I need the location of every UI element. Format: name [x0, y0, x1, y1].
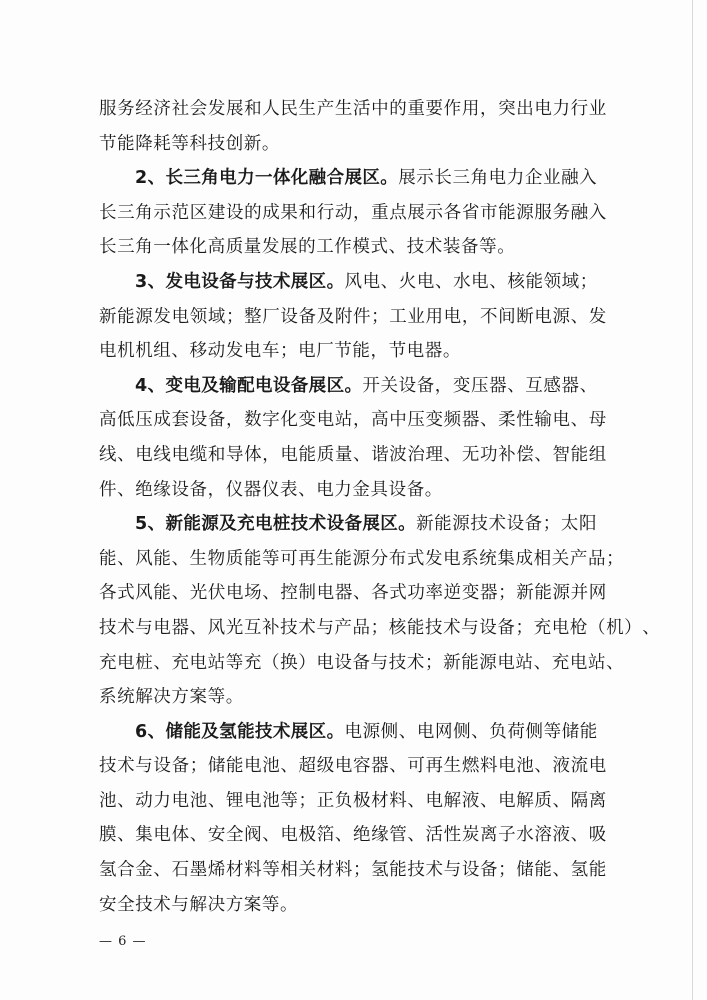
section-3-first-line: [99, 265, 607, 300]
section-5-line-2: 能 、 风 能 、 生 物 质 能 等 可 再 生 能 源 分 布 式 发 电 系 统 集 成 相 关 产 品 ；: [99, 548, 625, 569]
section-5-first-line-text: 新能源技术设备；太阳: [416, 514, 598, 535]
section-4-heading: 4、变电及输配电设备展区。: [135, 375, 363, 396]
section-2-line-3: 长三角一体化高质量发展的工作模式、技术装备等。: [99, 237, 516, 258]
page-edge-line: [692, 0, 693, 1000]
section-4-first-line: [99, 369, 607, 404]
section-5-line-6: 系统解决方案等。: [99, 687, 244, 708]
section-4-line-4: 件、绝缘设备，仪器仪表、电力金具设备。: [99, 479, 443, 500]
section-3-first-line-text: 风电、火电、水电、核能领域；: [344, 271, 598, 292]
section-5-heading: 5、新能源及充电桩技术设备展区。: [135, 514, 417, 535]
section-3-line-3: 电机机组、移动发电车；电厂节能，节电器。: [99, 341, 461, 362]
section-2-line-2: 长 三 角 示 范 区 建 设 的 成 果 和 行 动 ， 重 点 展 示 各 省 市 能 源 服 务 融 入: [99, 202, 607, 223]
section-4-first-line-text: 开关设备，变压器、互感器、: [362, 375, 598, 396]
section-2-heading: 2、长三角电力一体化融合展区。: [135, 168, 399, 189]
section-6-heading: 6、储能及氢能技术展区。: [135, 721, 345, 742]
section-5-first-line: [99, 507, 607, 542]
page-number: — 6 —: [99, 934, 147, 949]
section-6-first-line: [99, 715, 607, 750]
section-5-line-3: 各 式 风 能 、 光 伏 电 场 、 控 制 电 器 、 各 式 功 率 逆 变 器 ； 新 能 源 并 网: [99, 583, 607, 604]
section-6-line-3: 池 、 动 力 电 池 、 锂 电 池 等 ； 正 负 极 材 料 、 电 解 液 、 电 解 质 、 隔 离: [99, 790, 607, 811]
section-5-line-5: 充 电 桩 、 充 电 站 等 充 （ 换 ） 电 设 备 与 技 术 ； 新 能 源 电 站 、 充 电 站 、: [99, 652, 625, 673]
section-6-line-4: 膜 、 集 电 体 、 安 全 阀 、 电 极 箔 、 绝 缘 管 、 活 性 炭 离 子 水 溶 液 、 吸: [99, 825, 607, 846]
section-4-line-2: 高 低 压 成 套 设 备 ， 数 字 化 变 电 站 ， 高 中 压 变 频 器 、 柔 性 输 电 、 母: [99, 410, 607, 431]
section-6-first-line-text: 电源侧、电网侧、负荷侧等储能: [344, 721, 598, 742]
section-5-line-4: 技 术 与 电 器 、 风 光 互 补 技 术 与 产 品 ； 核 能 技 术 与 设 备 ； 充 电 枪 （ 机 ） 、: [99, 617, 661, 638]
section-6-line-2: 技 术 与 设 备 ； 储 能 电 池 、 超 级 电 容 器 、 可 再 生 燃 料 电 池 、 液 流 电: [99, 756, 607, 777]
section-3-line-2: 新 能 源 发 电 领 域 ； 整 厂 设 备 及 附 件 ； 工 业 用 电 ， 不 间 断 电 源 、 发: [99, 306, 607, 327]
section-2-first-line: [99, 161, 607, 196]
section-2-first-line-text: 展示长三角电力企业融入: [398, 168, 598, 189]
section-4-line-3: 线 、 电 线 电 缆 和 导 体 ， 电 能 质 量 、 谐 波 治 理 、 无 功 补 偿 、 智 能 组: [99, 444, 607, 465]
section-3-heading: 3、发电设备与技术展区。: [135, 271, 345, 292]
document-body: [99, 92, 661, 922]
section-6-line-5: 氢 合 金 、 石 墨 烯 材 料 等 相 关 材 料 ； 氢 能 技 术 与 设 备 ； 储 能 、 氢 能: [99, 860, 607, 881]
section-6-line-6: 安全技术与解决方案等。: [99, 894, 299, 915]
intro-line-1: 服 务 经 济 社 会 发 展 和 人 民 生 产 生 活 中 的 重 要 作 用 ， 突 出 电 力 行 业: [99, 99, 607, 119]
intro-line-2: 节能降耗等科技创新。: [99, 133, 280, 154]
